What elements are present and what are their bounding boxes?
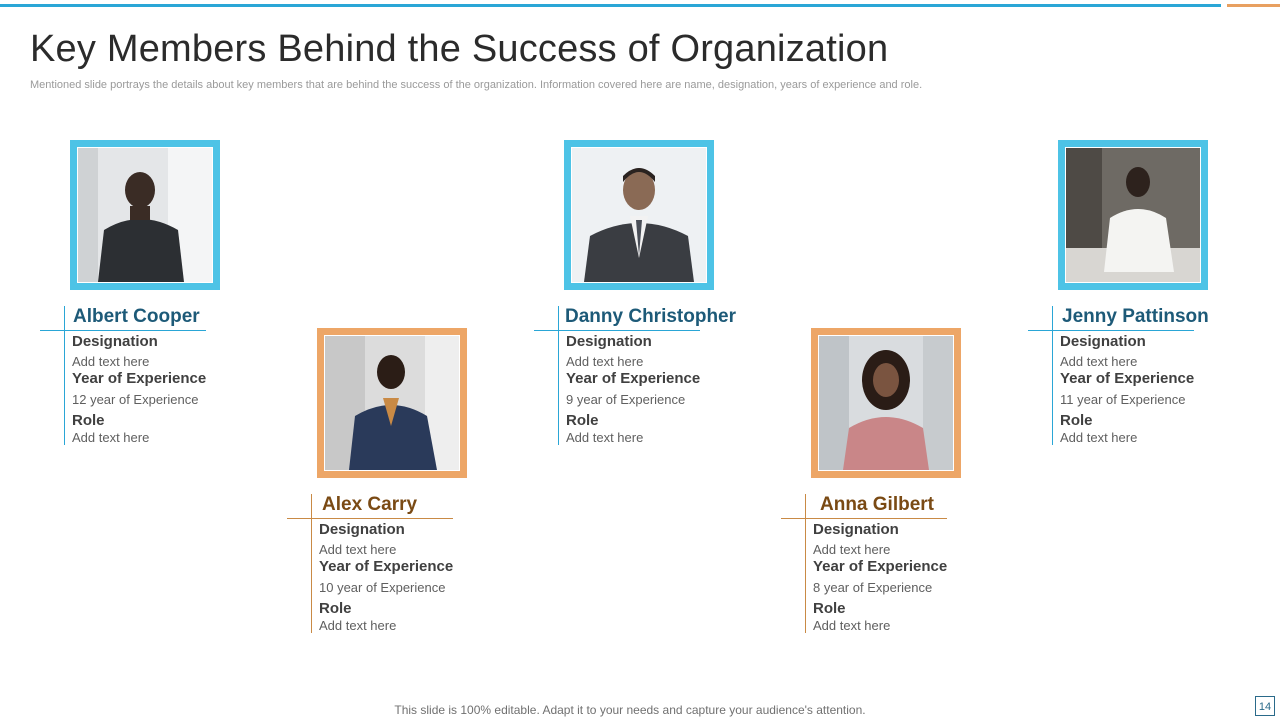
- designation-value: Add text here: [1060, 354, 1138, 369]
- role-label: Role: [1060, 412, 1093, 429]
- designation-value: Add text here: [72, 354, 150, 369]
- member-name: Anna Gilbert: [820, 494, 935, 515]
- page-number: 14: [1255, 696, 1275, 716]
- member-card-anna-gilbert: [781, 494, 981, 674]
- member-photo-albert-cooper: [70, 140, 220, 290]
- experience-value: 12 year of Experience: [72, 392, 199, 407]
- member-name: Jenny Pattinson: [1062, 306, 1209, 327]
- person-photo-icon: [78, 148, 212, 282]
- card-divider-vertical: [311, 494, 312, 633]
- designation-label: Designation: [813, 521, 899, 538]
- member-photo-anna-gilbert: [811, 328, 961, 478]
- role-value: Add text here: [319, 618, 397, 633]
- top-accent-bar-blue: [0, 4, 1221, 7]
- member-name: Albert Cooper: [73, 306, 200, 327]
- designation-label: Designation: [1060, 333, 1146, 350]
- role-label: Role: [566, 412, 599, 429]
- role-label: Role: [319, 600, 352, 617]
- slide-title: Key Members Behind the Success of Organization: [30, 28, 889, 70]
- slide-subtitle: Mentioned slide portrays the details about key members that are behind the success of the organization. Information covered here are name, designation, years of experience and role.: [30, 79, 923, 91]
- designation-label: Designation: [566, 333, 652, 350]
- designation-value: Add text here: [566, 354, 644, 369]
- card-divider-vertical: [558, 306, 559, 445]
- member-name: Danny Christopher: [565, 306, 737, 327]
- card-divider-vertical: [805, 494, 806, 633]
- footer-note: This slide is 100% editable. Adapt it to your needs and capture your audience's attention.: [394, 703, 866, 717]
- person-photo-icon: [819, 336, 953, 470]
- card-divider-vertical: [1052, 306, 1053, 445]
- member-card-albert-cooper: [40, 306, 240, 486]
- experience-value: 8 year of Experience: [813, 580, 933, 595]
- role-value: Add text here: [813, 618, 891, 633]
- experience-label: Year of Experience: [566, 370, 701, 387]
- person-photo-icon: [572, 148, 706, 282]
- role-label: Role: [813, 600, 846, 617]
- experience-label: Year of Experience: [319, 558, 454, 575]
- member-name: Alex Carry: [322, 494, 418, 515]
- role-value: Add text here: [566, 430, 644, 445]
- member-photo-jenny-pattinson: [1058, 140, 1208, 290]
- person-photo-icon: [1066, 148, 1200, 282]
- designation-value: Add text here: [813, 542, 891, 557]
- person-photo-icon: [325, 336, 459, 470]
- designation-value: Add text here: [319, 542, 397, 557]
- member-card-danny-christopher: [534, 306, 737, 486]
- role-value: Add text here: [1060, 430, 1138, 445]
- experience-label: Year of Experience: [72, 370, 207, 387]
- designation-label: Designation: [319, 521, 405, 538]
- role-label: Role: [72, 412, 105, 429]
- experience-value: 11 year of Experience: [1060, 392, 1186, 407]
- experience-value: 10 year of Experience: [319, 580, 446, 595]
- member-card-alex-carry: [287, 494, 487, 674]
- designation-label: Designation: [72, 333, 158, 350]
- member-photo-alex-carry: [317, 328, 467, 478]
- experience-label: Year of Experience: [1060, 370, 1195, 387]
- card-divider-vertical: [64, 306, 65, 445]
- experience-label: Year of Experience: [813, 558, 948, 575]
- member-photo-danny-christopher: [564, 140, 714, 290]
- member-card-jenny-pattinson: [1028, 306, 1228, 486]
- top-accent-bar-orange: [1227, 4, 1280, 7]
- experience-value: 9 year of Experience: [566, 392, 686, 407]
- role-value: Add text here: [72, 430, 150, 445]
